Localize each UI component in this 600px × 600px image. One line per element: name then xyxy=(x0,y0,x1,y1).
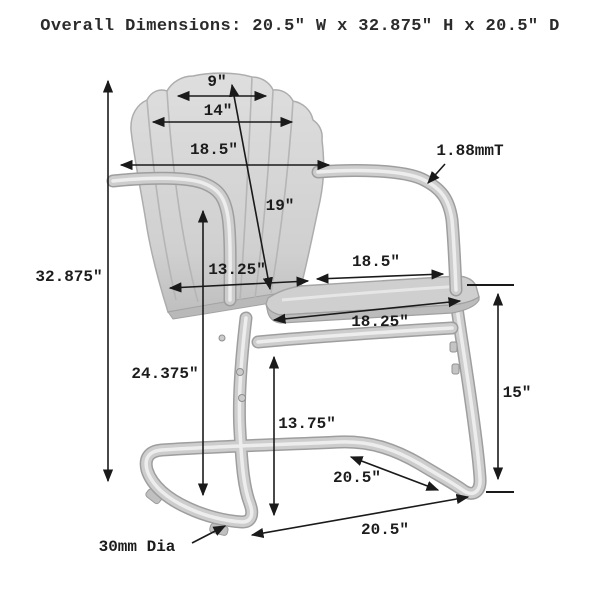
dim-label-tube-diameter: 30mm Dia xyxy=(98,538,176,556)
dim-label-base-rail-length: 20.5" xyxy=(332,469,382,487)
dim-label-back-top-width: 9" xyxy=(207,73,227,91)
dim-label-back-diag-height: 19" xyxy=(265,197,295,215)
dim-label-front-clearance: 13.75" xyxy=(278,415,336,433)
dim-label-seat-depth: 18.5" xyxy=(351,253,401,271)
dim-label-back-mid-width: 14" xyxy=(203,102,233,120)
dim-label-overall-height: 32.875" xyxy=(35,268,103,286)
dim-label-base-depth: 20.5" xyxy=(360,521,410,539)
dim-label-back-bottom-width: 13.25" xyxy=(208,261,266,279)
dim-label-back-width: 18.5" xyxy=(189,141,239,159)
dim-label-tube-thickness: 1.88mmT xyxy=(436,142,504,160)
dim-label-rear-height: 15" xyxy=(502,384,532,402)
dim-label-back-post-height: 24.375" xyxy=(131,365,199,383)
dim-label-seat-width: 18.25" xyxy=(351,313,409,331)
chair-right-armrest xyxy=(318,170,456,290)
page-title: Overall Dimensions: 20.5" W x 32.875" H x 20.5" D xyxy=(40,17,560,36)
